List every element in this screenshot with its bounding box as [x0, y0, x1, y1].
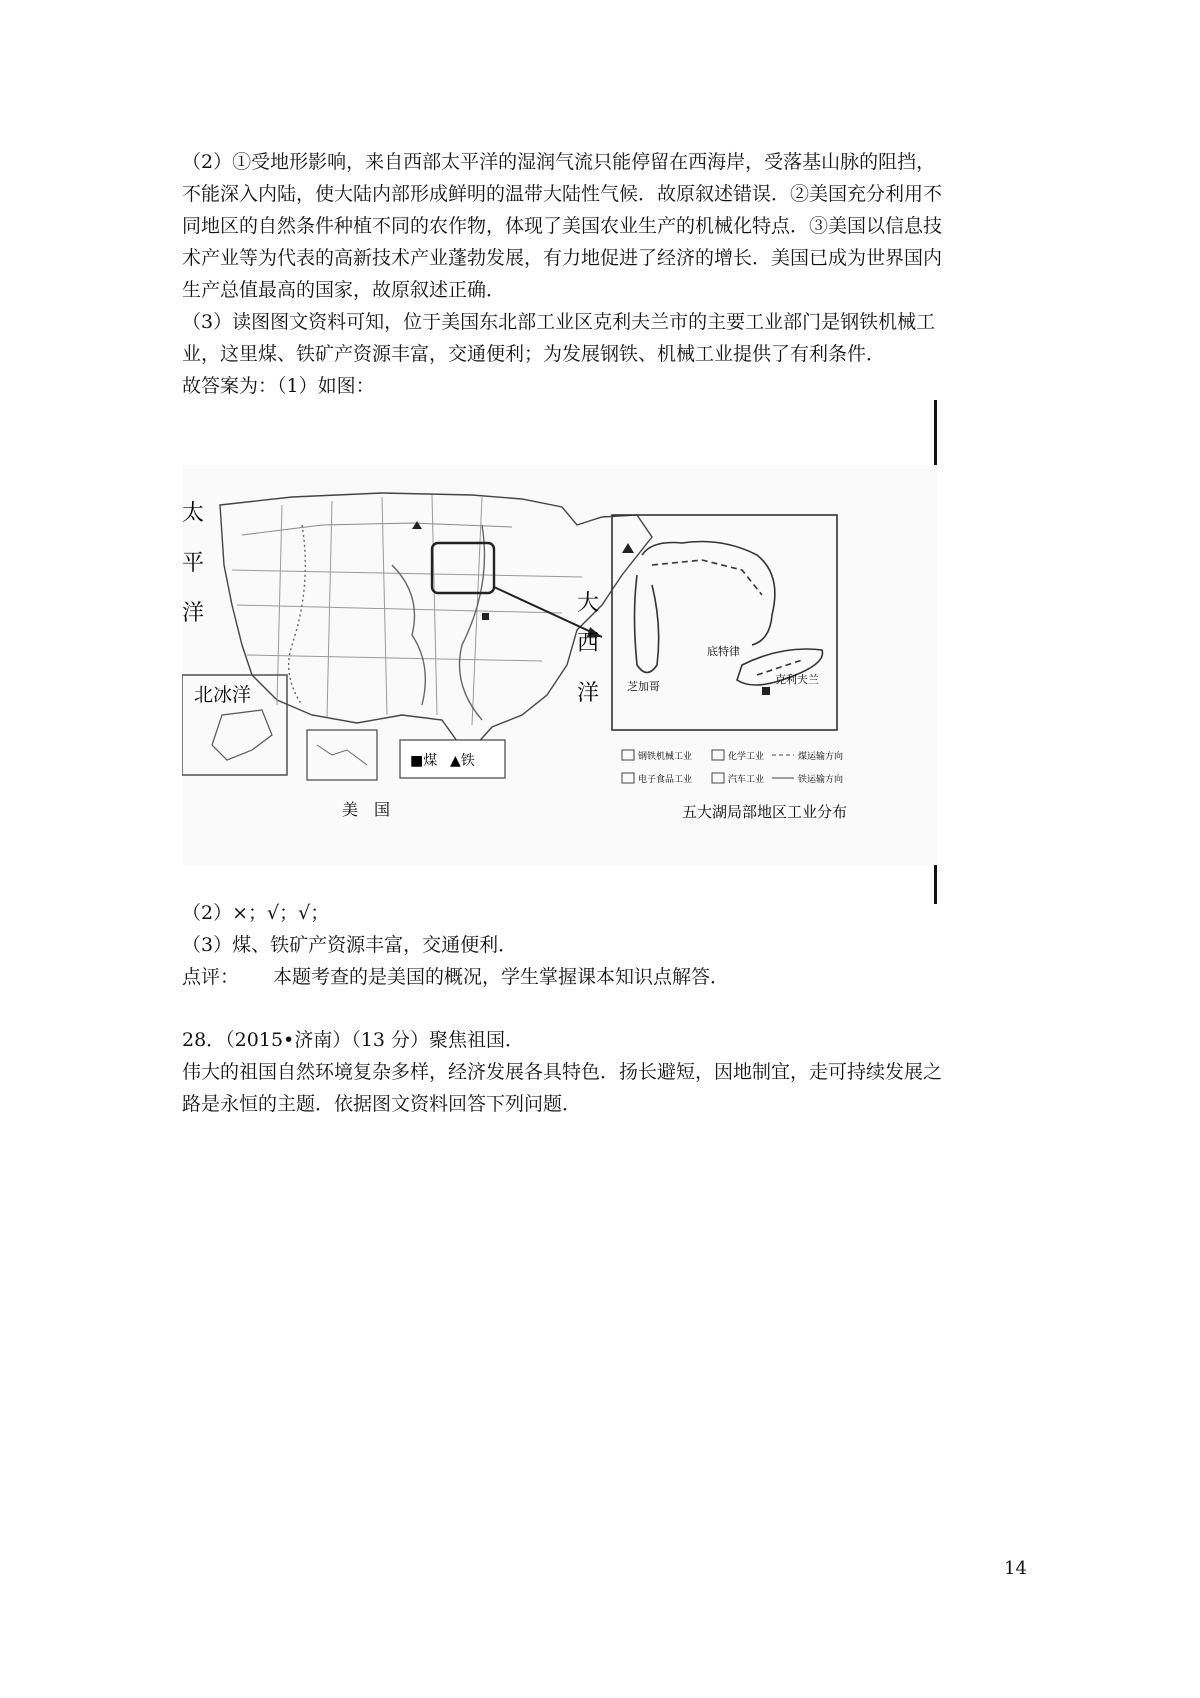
legend-coal: ■煤: [410, 753, 438, 769]
text-line: （3）读图图文资料可知，位于美国东北部工业区克利夫兰市的主要工业部门是钢铁机械工: [182, 311, 936, 333]
analysis-part2: [182, 146, 1032, 306]
legend-steel: 钢铁机械工业: [638, 752, 693, 762]
arctic-ocean-label: 北冰洋: [194, 684, 252, 706]
legend-chemical: 化学工业: [728, 752, 765, 762]
margin-line: [934, 400, 937, 468]
text-line: 业，这里煤、铁矿产资源丰富，交通便利；为发展钢铁、机械工业提供了有利条件．: [182, 343, 886, 365]
map-svg: [182, 465, 937, 865]
text-line: （2）①受地形影响，来自西部太平洋的湿润气流只能停留在西海岸，受落基山脉的阻挡，: [182, 151, 936, 173]
right-map-caption: 五大湖局部地区工业分布: [682, 803, 848, 821]
text-line: 路是永恒的主题．依据图文资料回答下列问题．: [182, 1093, 582, 1115]
pacific-label-2: 平: [182, 551, 205, 576]
comment-text: 本题考查的是美国的概况，学生掌握课本知识点解答．: [273, 966, 730, 988]
text-line: 伟大的祖国自然环境复杂多样，经济发展各具特色．扬长避短，因地制宜，走可持续发展之: [182, 1061, 943, 1083]
atlantic-label-3: 洋: [577, 681, 600, 706]
atlantic-label-1: 大: [577, 591, 600, 616]
analysis-part3: [182, 306, 1032, 402]
left-map-caption: 美 国: [342, 800, 391, 819]
page-number: 14: [1004, 1558, 1027, 1579]
legend-iron-route: 铁运输方向: [798, 775, 844, 785]
text-line: 同地区的自然条件种植不同的农作物，体现了美国农业生产的机械化特点．③美国以信息技: [182, 215, 943, 237]
text-line: 术产业等为代表的高新技术产业蓬勃发展，有力地促进了经济的增长．美国已成为世界国内: [182, 247, 943, 269]
answer-3: （3）煤、铁矿产资源丰富，交通便利．: [182, 934, 518, 956]
city-chicago: 芝加哥: [627, 680, 660, 693]
pacific-label-3: 洋: [182, 601, 205, 626]
atlantic-label-2: 西: [577, 631, 600, 656]
text-line: 不能深入内陆，使大陆内部形成鲜明的温带大陆性气候．故原叙述错误．②美国充分利用不: [182, 183, 943, 205]
usa-industry-map-figure: [182, 465, 937, 865]
question-28: [182, 1024, 1032, 1120]
comment-label: 点评：: [182, 966, 240, 988]
legend-electronics: 电子食品工业: [638, 775, 693, 785]
question-title: 28．（2015•济南）（13 分）聚焦祖国．: [182, 1029, 524, 1051]
legend-iron: ▲铁: [450, 753, 475, 769]
coal-symbol: [482, 613, 489, 620]
city-cleveland: 克利夫兰: [775, 673, 819, 686]
legend-coal-route: 煤运输方向: [798, 752, 844, 762]
comment-line: [182, 961, 1032, 993]
answers-block: [182, 897, 1032, 993]
legend-auto: 汽车工业: [728, 775, 765, 785]
answer-intro: 故答案为：（1）如图：: [182, 375, 375, 397]
answer-2: （2）×；√；√；: [182, 902, 330, 924]
text-line: 生产总值最高的国家，故原叙述正确．: [182, 279, 506, 301]
pacific-label-1: 太: [182, 501, 205, 526]
city-detroit: 底特律: [707, 645, 740, 658]
inset-coal-symbol: [762, 687, 770, 695]
